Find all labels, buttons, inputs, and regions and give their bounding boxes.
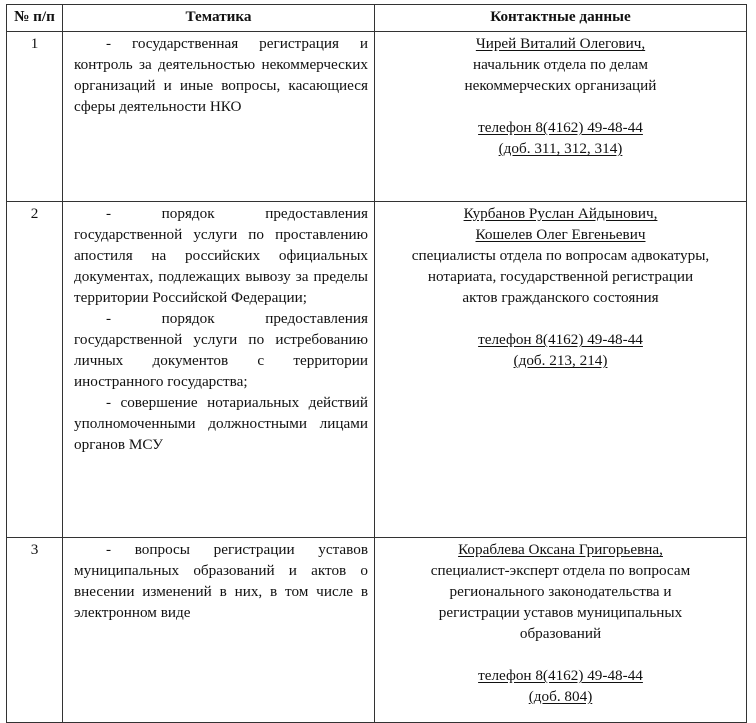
contact-cell [375, 202, 747, 538]
topic-cell [63, 538, 375, 723]
header-number [7, 5, 63, 32]
contact-position: регистрации уставов муниципальных [438, 604, 683, 621]
contact-position: регионального законодательства и [449, 583, 672, 600]
topic-item: - порядок предоставления государственной услуги по проставлению апостиля на российских официальных документах, подлежащих вывозу за пределы территории Российской Федерации; [74, 205, 368, 306]
contact-position: специалист-эксперт отдела по вопросам [430, 562, 691, 579]
contact-position: нотариата, государственной регистрации [427, 268, 694, 285]
contact-cell [375, 538, 747, 723]
table-row [7, 202, 747, 538]
topic-item: - государственная регистрация и контроль за деятельностью некоммерческих организаций и иные вопросы, касающиеся сферы деятельности НКО [74, 35, 368, 115]
topic-item: - вопросы регистрации уставов муниципальных образований и актов о внесении изменений в них, в том числе в электронном виде [74, 541, 368, 621]
contact-name: Курбанов Руслан Айдынович, [463, 205, 658, 222]
spacer [377, 308, 744, 329]
contact-extension: (доб. 311, 312, 314) [498, 140, 623, 157]
table-row [7, 32, 747, 202]
topic-cell [63, 32, 375, 202]
header-row [7, 5, 747, 32]
spacer [377, 96, 744, 117]
contact-name: Чирей Виталий Олегович, [475, 35, 646, 52]
contact-extension: (доб. 804) [528, 688, 593, 705]
topic-item: - совершение нотариальных действий уполномоченными должностными лицами органов МСУ [74, 394, 368, 453]
contact-phone: телефон 8(4162) 49-48-44 [478, 667, 643, 684]
spacer [377, 644, 744, 665]
contact-cell [375, 32, 747, 202]
header-number-text: № п/п [14, 8, 55, 25]
contact-extension: (доб. 213, 214) [513, 352, 608, 369]
row-number: 1 [7, 32, 63, 202]
contact-name: Кошелев Олег Евгеньевич [475, 226, 646, 243]
row-number: 2 [7, 202, 63, 538]
contact-position: некоммерческих организаций [464, 77, 657, 94]
topic-cell [63, 202, 375, 538]
contact-position: образований [519, 625, 602, 642]
row-number: 3 [7, 538, 63, 723]
contact-phone: телефон 8(4162) 49-48-44 [478, 119, 643, 136]
contact-position: актов гражданского состояния [462, 289, 659, 306]
header-topic: Тематика [63, 5, 375, 32]
header-contacts: Контактные данные [375, 5, 747, 32]
topic-item: - порядок предоставления государственной услуги по истребованию личных документов с территории иностранного государства; [74, 310, 368, 390]
contact-name: Кораблева Оксана Григорьевна, [458, 541, 663, 558]
contact-position: начальник отдела по делам [472, 56, 649, 73]
contact-position: специалисты отдела по вопросам адвокатуры, [411, 247, 710, 264]
contact-phone: телефон 8(4162) 49-48-44 [478, 331, 643, 348]
table-row [7, 538, 747, 723]
contacts-table [6, 4, 747, 723]
